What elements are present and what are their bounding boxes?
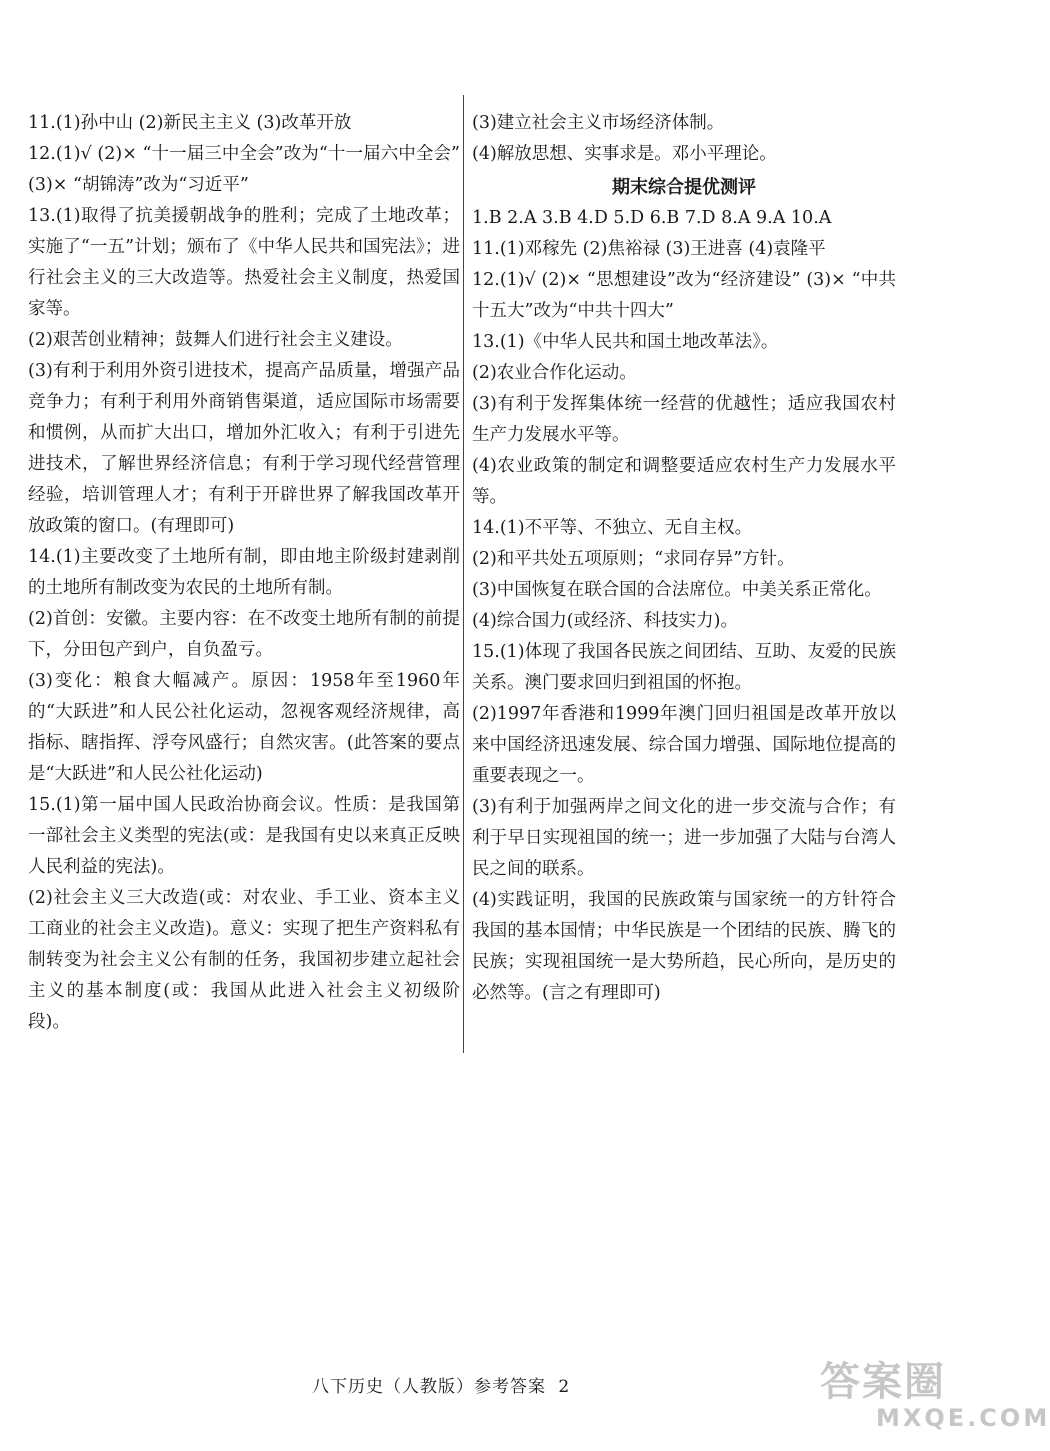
answer-paragraph: (2)1997年香港和1999年澳门回归祖国是改革开放以来中国经济迅速发展、综合国力增强、国际地位提高的重要表现之一。 (472, 704, 896, 786)
answer-paragraph: (2)首创：安徽。主要内容：在不改变土地所有制的前提下，分田包产到户，自负盈亏。 (28, 609, 460, 660)
answer-paragraph: 1.B 2.A 3.B 4.D 5.D 6.B 7.D 8.A 9.A 10.A (472, 208, 832, 228)
answer-paragraph: (2)农业合作化运动。 (472, 363, 637, 383)
page-number: 2 (558, 1377, 571, 1397)
answer-paragraph: (3)有利于加强两岸之间文化的进一步交流与合作；有利于早日实现祖国的统一；进一步加强了大陆与台湾人民之间的联系。 (472, 797, 896, 879)
footer-text: 八下历史（人教版）参考答案 (312, 1377, 546, 1397)
answer-paragraph: (2)艰苦创业精神；鼓舞人们进行社会主义建设。 (28, 330, 403, 350)
answer-paragraph: 11.(1)邓稼先 (2)焦裕禄 (3)王进喜 (4)袁隆平 (472, 239, 826, 259)
answer-paragraph: 15.(1)体现了我国各民族之间团结、互助、友爱的民族关系。澳门要求回归到祖国的怀抱。 (472, 642, 896, 693)
column-divider (463, 95, 464, 1053)
answer-paragraph: (3)有利于利用外资引进技术，提高产品质量，增强产品竞争力；有利于利用外商销售渠道，适应国际市场需要和惯例，从而扩大出口，增加外汇收入；有利于引进先进技术，了解世界经济信息；有利于学习现代经营管理经验，培训管理人才；有利于开辟世界了解我国改革开放政策的窗口。(有理即可) (28, 361, 460, 536)
watermark-top-text: 答案圈 (820, 1359, 946, 1405)
section-title: 期末综合提优测评 (612, 177, 756, 198)
answer-paragraph: (4)综合国力(或经济、科技实力)。 (472, 611, 738, 631)
answer-paragraph: (4)实践证明，我国的民族政策与国家统一的方针符合我国的基本国情；中华民族是一个团结的民族、腾飞的民族；实现祖国统一是大势所趋，民心所向，是历史的必然等。(言之有理即可) (472, 890, 896, 1003)
answer-paragraph: (4)解放思想、实事求是。邓小平理论。 (472, 144, 777, 164)
answer-paragraph: (3)建立社会主义市场经济体制。 (472, 113, 725, 133)
answer-paragraph: 14.(1)主要改变了土地所有制，即由地主阶级封建剥削的土地所有制改变为农民的土地所有制。 (28, 547, 460, 598)
answer-paragraph: (2)和平共处五项原则；“求同存异”方针。 (472, 549, 795, 569)
answer-paragraph: 11.(1)孙中山 (2)新民主主义 (3)改革开放 (28, 113, 352, 133)
watermark-bottom-text: MXQE.COM (876, 1404, 1050, 1432)
answer-column-left (28, 108, 460, 1038)
answer-column-right (472, 108, 896, 1009)
answer-paragraph: (2)社会主义三大改造(或：对农业、手工业、资本主义工商业的社会主义改造)。意义：实现了把生产资料私有制转变为社会主义公有制的任务，我国初步建立起社会主义的基本制度(或：我国从此进入社会主义初级阶段)。 (28, 888, 460, 1032)
answer-paragraph: 15.(1)第一届中国人民政治协商会议。性质：是我国第一部社会主义类型的宪法(或：是我国有史以来真正反映人民利益的宪法)。 (28, 795, 460, 877)
answer-paragraph: 13.(1)《中华人民共和国土地改革法》。 (472, 332, 779, 352)
page-footer (312, 1372, 570, 1397)
watermark-logo (820, 1359, 1050, 1446)
answer-paragraph: (4)农业政策的制定和调整要适应农村生产力发展水平等。 (472, 456, 896, 507)
answer-paragraph: 12.(1)√ (2)× “十一届三中全会”改为“十一届六中全会” (3)× “胡锦涛”改为“习近平” (28, 144, 460, 195)
answer-paragraph: 13.(1)取得了抗美援朝战争的胜利；完成了土地改革；实施了“一五”计划；颁布了《中华人民共和国宪法》；进行社会主义的三大改造等。热爱社会主义制度，热爱国家等。 (28, 206, 460, 319)
answer-paragraph: (3)中国恢复在联合国的合法席位。中美关系正常化。 (472, 580, 882, 600)
answer-paragraph: (3)有利于发挥集体统一经营的优越性；适应我国农村生产力发展水平等。 (472, 394, 896, 445)
answer-paragraph: (3)变化：粮食大幅减产。原因：1958年至1960年的“大跃进”和人民公社化运动，忽视客观经济规律，高指标、瞎指挥、浮夸风盛行；自然灾害。(此答案的要点是“大跃进”和人民公社化运动) (28, 671, 460, 784)
answer-paragraph: 14.(1)不平等、不独立、无自主权。 (472, 518, 753, 538)
answer-paragraph: 12.(1)√ (2)× “思想建设”改为“经济建设” (3)× “中共十五大”改为“中共十四大” (472, 270, 896, 321)
